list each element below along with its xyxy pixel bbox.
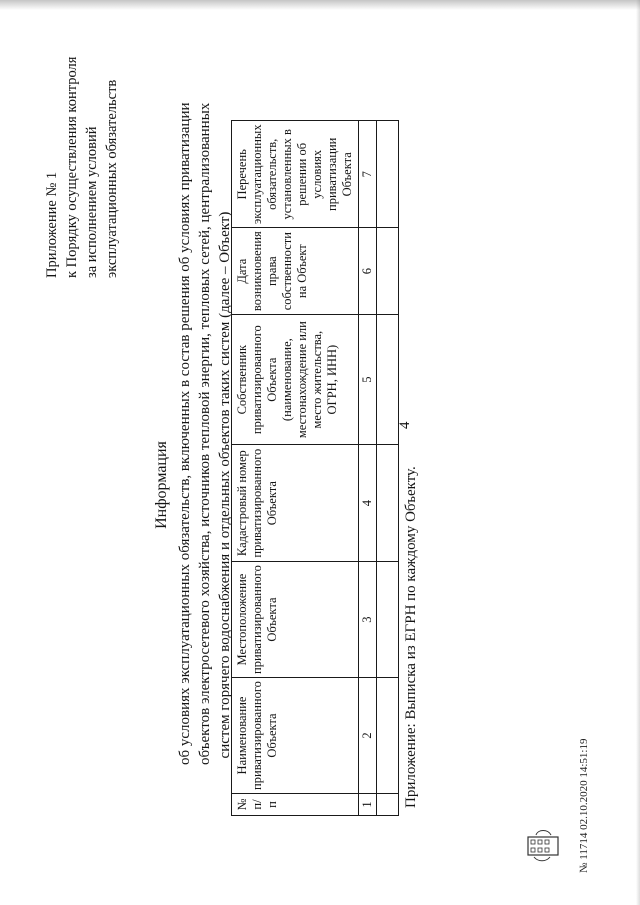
attachment-note: Приложение: Выписка из ЕГРН по каждому Объекту. <box>403 466 419 808</box>
header-cell-number: № п/п <box>232 794 359 816</box>
registration-stamp: № 11714 02.10.2020 14:51:19 <box>578 738 590 873</box>
header-cell-ownership-date: Дата возникновения права собственности на Объект <box>232 228 359 315</box>
column-number-cell: 7 <box>359 121 377 228</box>
appendix-line: к Порядку осуществления контроля <box>64 56 80 278</box>
header-cell-name: Наименование приватизированного Объекта <box>232 678 359 794</box>
column-number-cell: 4 <box>359 445 377 562</box>
empty-cell <box>377 794 399 816</box>
column-number-cell: 2 <box>359 678 377 794</box>
empty-cell <box>377 121 399 228</box>
page-number: 4 <box>397 421 413 429</box>
empty-cell <box>377 445 399 562</box>
registry-seal-icon <box>524 825 564 865</box>
header-cell-obligations: Перечень эксплуатационных обязательств, установленных в решении об условиях приватизации Объекта <box>232 121 359 228</box>
title-line: объектов электросетевого хозяйства, источников тепловой энергии, тепловых сетей, централизованных <box>197 102 213 765</box>
table-row <box>359 121 377 816</box>
document-title <box>152 102 235 765</box>
empty-cell <box>377 678 399 794</box>
objects-table <box>231 120 399 816</box>
column-number-cell: 6 <box>359 228 377 315</box>
appendix-line: за исполнением условий <box>84 126 100 278</box>
column-number-cell: 3 <box>359 562 377 678</box>
title-line: об условиях эксплуатационных обязательств, включенных в состав решения об условиях приватизации <box>177 102 193 765</box>
header-cell-location: Местоположение приватизированного Объекта <box>232 562 359 678</box>
column-number-cell: 5 <box>359 315 377 445</box>
column-number-cell: 1 <box>359 794 377 816</box>
table-header-row <box>232 121 359 816</box>
table-row <box>377 121 399 816</box>
header-cell-cadastral-number: Кадастровый номер приватизированного Объекта <box>232 445 359 562</box>
title-line: систем горячего водоснабжения и отдельных объектов таких систем (далее – Объект) <box>217 211 233 759</box>
empty-cell <box>377 315 399 445</box>
empty-cell <box>377 562 399 678</box>
appendix-line: Приложение № 1 <box>44 171 60 278</box>
title-heading: Информация <box>153 441 170 529</box>
appendix-header <box>42 48 122 278</box>
header-cell-owner: Собственник приватизированного Объекта (наименование, местонахождение или место жительства, ОГРН, ИНН) <box>232 315 359 445</box>
empty-cell <box>377 228 399 315</box>
appendix-line: эксплуатационных обязательств <box>104 79 120 278</box>
